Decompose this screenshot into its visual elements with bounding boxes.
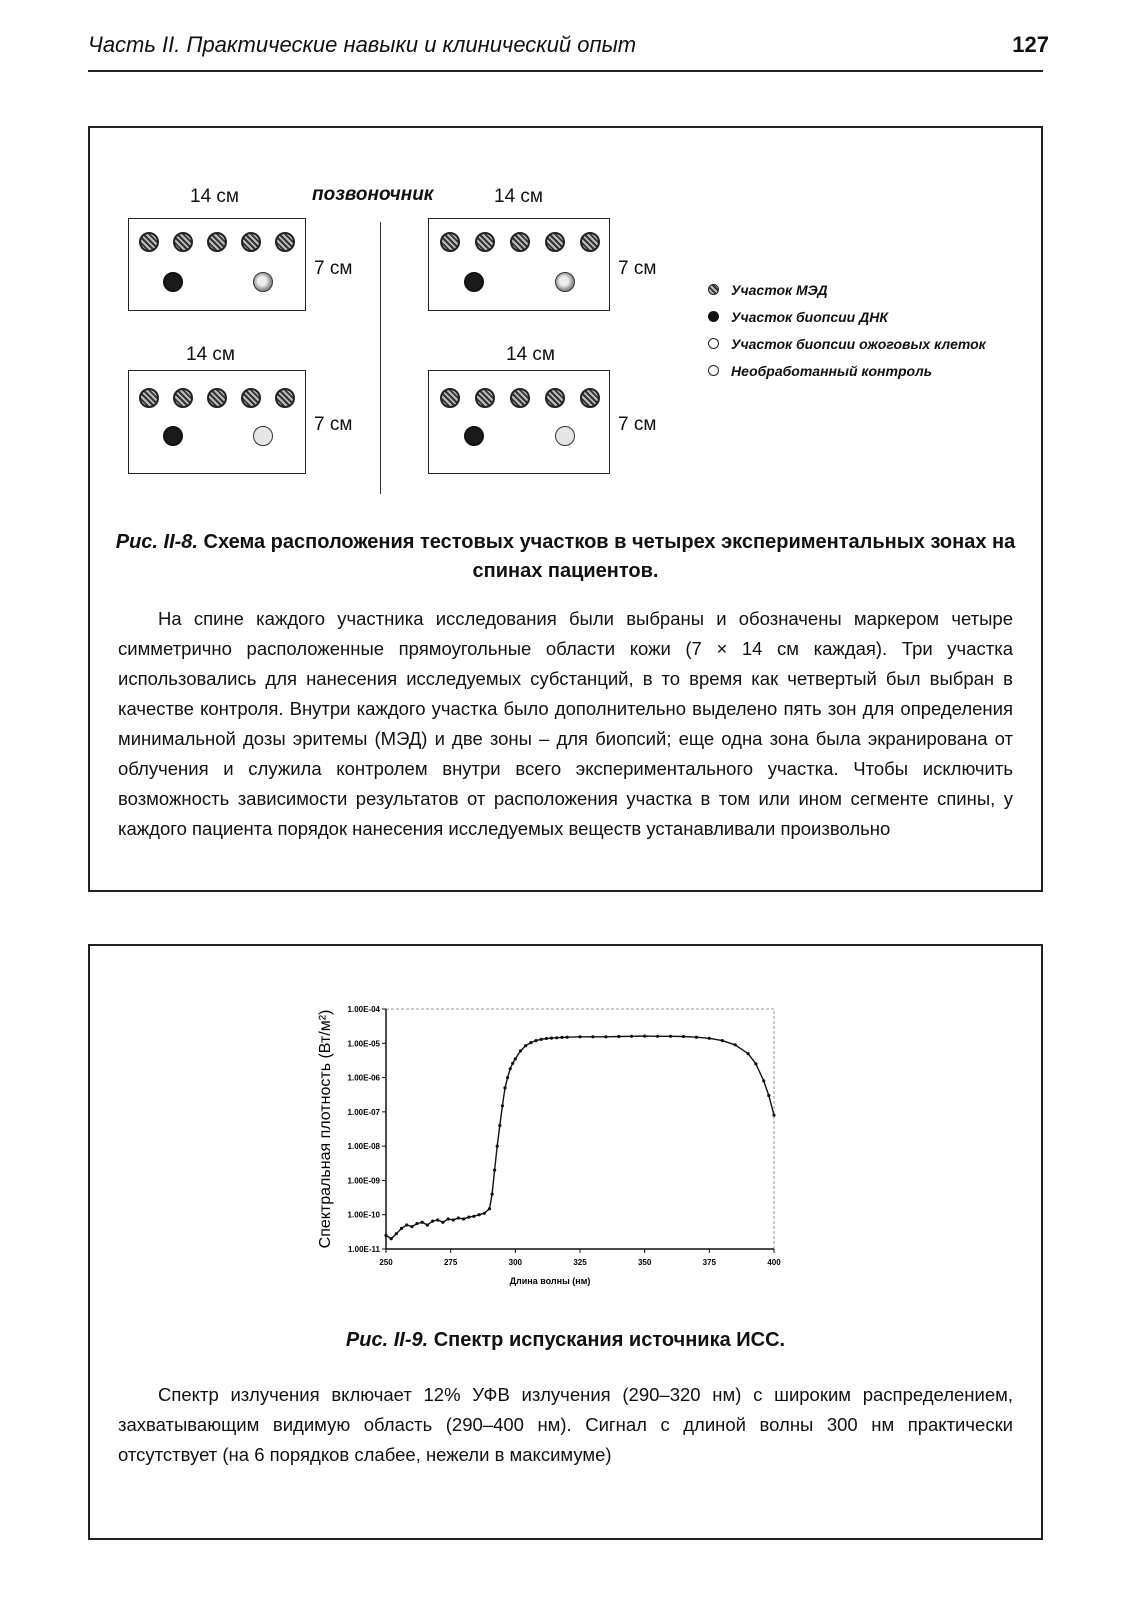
data-point [501,1104,504,1107]
y-tick-label: 1.00E-06 [347,1073,380,1083]
data-point [721,1039,724,1042]
spine-label: позвоночник [312,184,434,205]
med-site-icon [510,232,530,252]
data-point [431,1220,434,1223]
med-site-icon [440,232,460,252]
data-point [488,1207,491,1210]
data-point [426,1223,429,1226]
med-site-icon [207,388,227,408]
x-tick-label: 375 [702,1258,717,1267]
dna-biopsy-site-icon [163,426,183,446]
spectrum-chart [300,995,810,1305]
figure-8-legend [708,276,986,384]
med-site-icon [475,232,495,252]
data-point [514,1057,517,1060]
data-point [591,1035,594,1038]
figure-8-caption [110,528,1021,586]
x-tick-label: 325 [573,1258,587,1267]
legend-label: Участок МЭД [731,281,828,298]
page-number: 127 [1012,32,1049,57]
untreated-control-site-icon [253,426,273,446]
med-site-icon [173,232,193,252]
med-site-icon [207,232,227,252]
data-point [421,1221,424,1224]
zone-height-label: 7 см [618,414,657,435]
y-tick-label: 1.00E-04 [347,1005,380,1014]
data-point [550,1037,553,1040]
figure-9-caption-text: Спектр испускания источника ИСС. [433,1329,786,1351]
data-point [410,1225,413,1228]
data-point [447,1217,450,1220]
untreated-control-site-icon [555,426,575,446]
med-site-icon [275,232,295,252]
x-tick-label: 400 [767,1258,781,1267]
med-site-icon [275,388,295,408]
legend-item [708,357,986,384]
data-point [747,1052,750,1055]
figure-8-caption-prefix: Рис. II-8. [115,531,198,553]
figure-9-caption [110,1326,1021,1355]
y-tick-label: 1.00E-09 [347,1176,380,1186]
data-point [643,1035,646,1038]
med-site-icon [139,388,159,408]
data-point [436,1218,439,1221]
data-point [384,1234,387,1237]
figure-8-caption-text: Схема расположения тестовых участков в четырех экспериментальных зонах на спинах пациентов. [203,531,1016,582]
zone-height-label: 7 см [314,414,353,435]
zone-height-label: 7 см [314,258,353,279]
y-tick-label: 1.00E-07 [347,1107,380,1117]
data-point [457,1216,460,1219]
y-tick-label: 1.00E-08 [347,1142,380,1152]
legend-label: Участок биопсии ДНК [731,308,888,325]
data-point [682,1035,685,1038]
data-point [767,1094,770,1097]
data-point [754,1062,757,1065]
filled-dot-icon [708,311,719,322]
data-point [519,1049,522,1052]
med-site-icon [241,388,261,408]
data-point [540,1038,543,1041]
data-point [762,1079,765,1082]
data-point [708,1037,711,1040]
data-point [669,1035,672,1038]
x-tick-label: 350 [637,1258,652,1267]
series-line [386,1036,774,1239]
data-point [506,1076,509,1079]
burn-cell-biopsy-site-icon [253,272,273,292]
legend-item [708,303,986,330]
data-point [630,1035,633,1038]
data-point [509,1067,512,1070]
figure-8-paragraph: На спине каждого участника исследования были выбраны и обозначены маркером четыре симметрично расположенные прямоугольные области кожи (7 × 14 см каждая). Три участка использовались для нанесения исследуемых субстанций, в то время как четвертый был выбран в качестве контроля. Внутри каждого участка было дополнительно выделено пять зон для определения минимальной дозы эритемы (МЭД) и две зоны – для биопсий; еще одна зона была экранирована от облучения и служила контролем внутри всего экспериментального участка. Чтобы исключить возможность зависимости результатов от расположения участка в том или ином сегменте спины, у каждого пациента порядок нанесения исследуемых веществ устанавливали произвольно [118,608,1013,839]
data-point [578,1035,581,1038]
y-tick-label: 1.00E-10 [347,1210,380,1220]
dna-biopsy-site-icon [464,272,484,292]
data-point [695,1036,698,1039]
data-point [524,1044,527,1047]
plot-area-frame [386,1009,774,1249]
legend-item [708,276,986,303]
data-point [405,1223,408,1226]
legend-item [708,330,986,357]
x-tick-label: 300 [508,1258,523,1267]
data-point [467,1216,470,1219]
y-tick-label: 1.00E-05 [347,1039,380,1049]
data-point [415,1222,418,1225]
data-point [604,1035,607,1038]
data-point [555,1036,558,1039]
page-header-title: Часть II. Практические навыки и клинический опыт [88,32,637,57]
data-point [560,1036,563,1039]
data-point [545,1037,548,1040]
x-axis-ticks [379,1249,781,1267]
data-point [472,1215,475,1218]
data-point [498,1124,501,1127]
legend-label: Необработанный контроль [731,362,933,379]
data-point [496,1145,499,1148]
figure-9-paragraph: Спектр излучения включает 12% УФВ излучения (290–320 нм) с широким распределением, захватывающим видимую область (290–400 нм). Сигнал с длиной волны 300 нм практически отсутствует (на 6 порядков слабее, нежели в максимуме) [118,1384,1013,1465]
data-point [400,1227,403,1230]
chart-series [384,1035,775,1241]
burn-cell-biopsy-site-icon [555,272,575,292]
med-site-icon [545,232,565,252]
zone-width-label: 14 см [186,344,235,365]
spine-line [380,222,381,494]
figure-9-caption-prefix: Рис. II-9. [345,1329,429,1351]
x-axis-label: Длина волны (нм) [509,1276,591,1286]
med-site-icon [173,388,193,408]
legend-label: Участок биопсии ожоговых клеток [731,335,986,352]
data-point [656,1035,659,1038]
med-site-icon [545,388,565,408]
med-site-icon [580,388,600,408]
y-axis-ticks [348,1005,386,1254]
med-site-icon [475,388,495,408]
open-dot-icon [708,338,719,349]
data-point [734,1043,737,1046]
hatched-dot-icon [708,284,719,295]
data-point [395,1232,398,1235]
dna-biopsy-site-icon [464,426,484,446]
data-point [503,1086,506,1089]
y-axis-label: Спектральная плотность (Вт/м²) [317,1009,334,1249]
data-point [491,1193,494,1196]
open-dot-icon [708,365,719,376]
data-point [511,1062,514,1065]
data-point [534,1039,537,1042]
test-zone-bottom-right [428,370,610,474]
header-rule [88,70,1043,72]
med-site-icon [440,388,460,408]
zone-width-label: 14 см [506,344,555,365]
data-point [617,1035,620,1038]
data-point [483,1212,486,1215]
med-site-icon [580,232,600,252]
zone-width-label: 14 см [190,186,239,207]
data-point [452,1218,455,1221]
data-point [390,1237,393,1240]
data-point [462,1217,465,1220]
med-site-icon [139,232,159,252]
dna-biopsy-site-icon [163,272,183,292]
x-tick-label: 275 [443,1258,458,1267]
zone-height-label: 7 см [618,258,657,279]
data-point [493,1169,496,1172]
data-point [772,1114,775,1117]
zone-width-label: 14 см [494,186,543,207]
test-zone-bottom-left [128,370,306,474]
y-tick-label: 1.00E-11 [347,1245,380,1254]
chart-axes [386,1009,774,1249]
data-point [441,1221,444,1224]
med-site-icon [510,388,530,408]
data-point [478,1213,481,1216]
data-point [566,1036,569,1039]
med-site-icon [241,232,261,252]
data-point [529,1041,532,1044]
x-tick-label: 250 [379,1258,393,1267]
